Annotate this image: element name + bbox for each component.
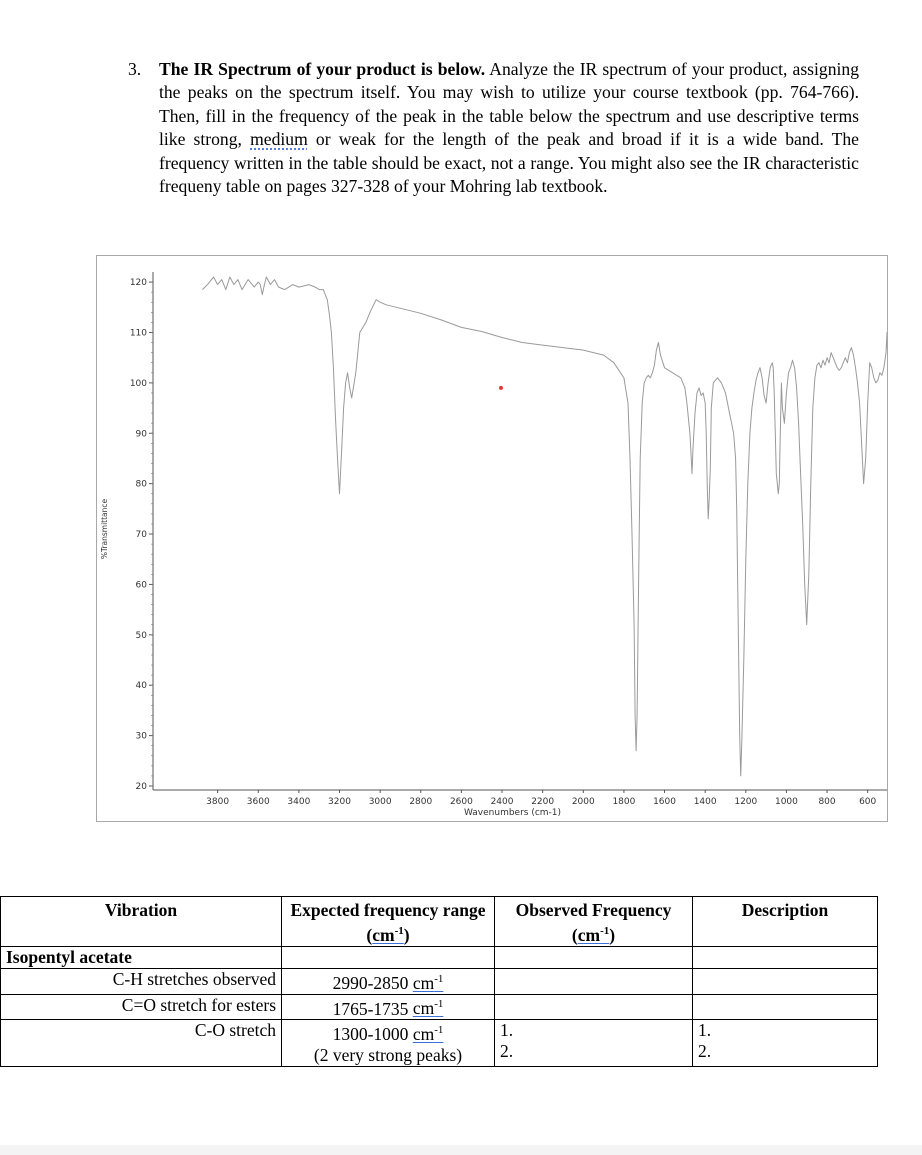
row-observed[interactable]	[495, 994, 693, 1020]
x-tick-label: 1200	[734, 797, 758, 807]
row-vibration: C-O stretch	[1, 1020, 282, 1067]
y-tick-label: 100	[129, 378, 147, 389]
y-tick-label: 90	[135, 429, 147, 440]
header-description: Description	[693, 897, 878, 947]
x-tick-label: 800	[818, 797, 836, 807]
row-vibration: C-H stretches observed	[1, 968, 282, 994]
x-tick-label: 3200	[328, 797, 351, 807]
table-section-row	[1, 946, 878, 968]
x-tick-label: 2800	[409, 797, 433, 807]
row-vibration: C=O stretch for esters	[1, 994, 282, 1020]
header-expected	[282, 897, 495, 947]
section-empty-2	[282, 946, 495, 968]
y-tick-label: 70	[135, 530, 147, 541]
x-tick-label: 2000	[571, 797, 595, 807]
table-header-row	[1, 897, 878, 947]
question-number: 3.	[128, 59, 142, 79]
row-expected	[282, 1020, 495, 1067]
spellcheck-word: medium	[250, 129, 308, 150]
y-tick-label: 60	[135, 580, 147, 591]
table-row	[1, 1020, 878, 1067]
row-description[interactable]	[693, 994, 878, 1020]
y-tick-label: 30	[135, 731, 147, 742]
description-2: 2.	[698, 1041, 712, 1062]
ir-spectrum-svg	[97, 256, 887, 821]
header-observed-text: Observed Frequency $(cm^{-1})$	[515, 900, 672, 945]
question-text	[159, 58, 859, 198]
y-tick-label: 20	[135, 782, 147, 792]
row-observed[interactable]	[495, 1020, 693, 1067]
table-row	[1, 968, 878, 994]
header-vibration: Vibration	[1, 897, 282, 947]
red-dot-marker	[499, 386, 503, 390]
row-expected-text: 1765-1735 $cm^{-1}$	[332, 998, 444, 1019]
section-label: Isopentyl acetate	[1, 946, 282, 968]
y-tick-label: 110	[129, 328, 147, 339]
x-axis-label: Wavenumbers (cm-1)	[463, 808, 562, 818]
observed-1: 1.	[500, 1020, 514, 1041]
x-tick-label: 1000	[774, 797, 798, 807]
y-tick-label: 120	[129, 278, 147, 289]
page-bottom-tint	[0, 1145, 922, 1155]
ir-spectrum-chart	[96, 255, 888, 822]
row-expected-note: (2 very strong peaks)	[313, 1045, 463, 1066]
x-tick-label: 3000	[368, 797, 392, 807]
x-tick-label: 1800	[612, 797, 636, 807]
row-expected-text: 2990-2850 $cm^{-1}$	[332, 972, 444, 993]
question-text-part-2: or weak for the length of the peak and broad if it is a wide band. The frequency written in the table should be exact, not a range. You might also see the IR characteristic frequeny table on pages 327-328 of your Mohring lab textbook.	[159, 129, 859, 197]
description-1: 1.	[698, 1020, 712, 1041]
header-expected-text: Expected frequency range $(cm^{-1})$	[290, 900, 486, 945]
row-description[interactable]	[693, 1020, 878, 1067]
y-tick-label: 40	[135, 681, 147, 692]
x-tick-label: 2400	[490, 797, 514, 807]
spectrum-line	[202, 277, 887, 776]
x-tick-label: 3600	[246, 797, 270, 807]
section-empty-4	[693, 946, 878, 968]
ir-table	[0, 896, 878, 1067]
x-tick-label: 1400	[693, 797, 717, 807]
row-expected	[282, 994, 495, 1020]
x-tick-label: 1600	[653, 797, 676, 807]
row-description[interactable]	[693, 968, 878, 994]
observed-2: 2.	[500, 1041, 514, 1062]
question-text-part-1: Analyze the IR spectrum of your product, assigning the peaks on the spectrum itself. You may wish to utilize your course textbook (pp. 764-766). Then, fill in the frequency of the peak in the table below the spectrum and use descriptive terms like strong,	[159, 59, 859, 150]
x-tick-label: 3400	[287, 797, 311, 807]
y-tick-label: 80	[135, 479, 147, 490]
table-row	[1, 994, 878, 1020]
row-expected-text: 1300-1000 $cm^{-1}$	[332, 1024, 444, 1045]
y-axis-label: %Transmittance	[100, 498, 109, 560]
x-tick-label: 2200	[531, 797, 555, 807]
section-empty-3	[495, 946, 693, 968]
row-observed[interactable]	[495, 968, 693, 994]
question-block	[128, 58, 859, 198]
row-expected	[282, 968, 495, 994]
x-tick-label: 2600	[449, 797, 473, 807]
y-tick-label: 50	[135, 630, 147, 641]
x-tick-label: 3800	[206, 797, 230, 807]
question-lead: The IR Spectrum of your product is below.	[159, 59, 486, 79]
header-observed	[495, 897, 693, 947]
x-tick-label: 600	[859, 797, 877, 807]
